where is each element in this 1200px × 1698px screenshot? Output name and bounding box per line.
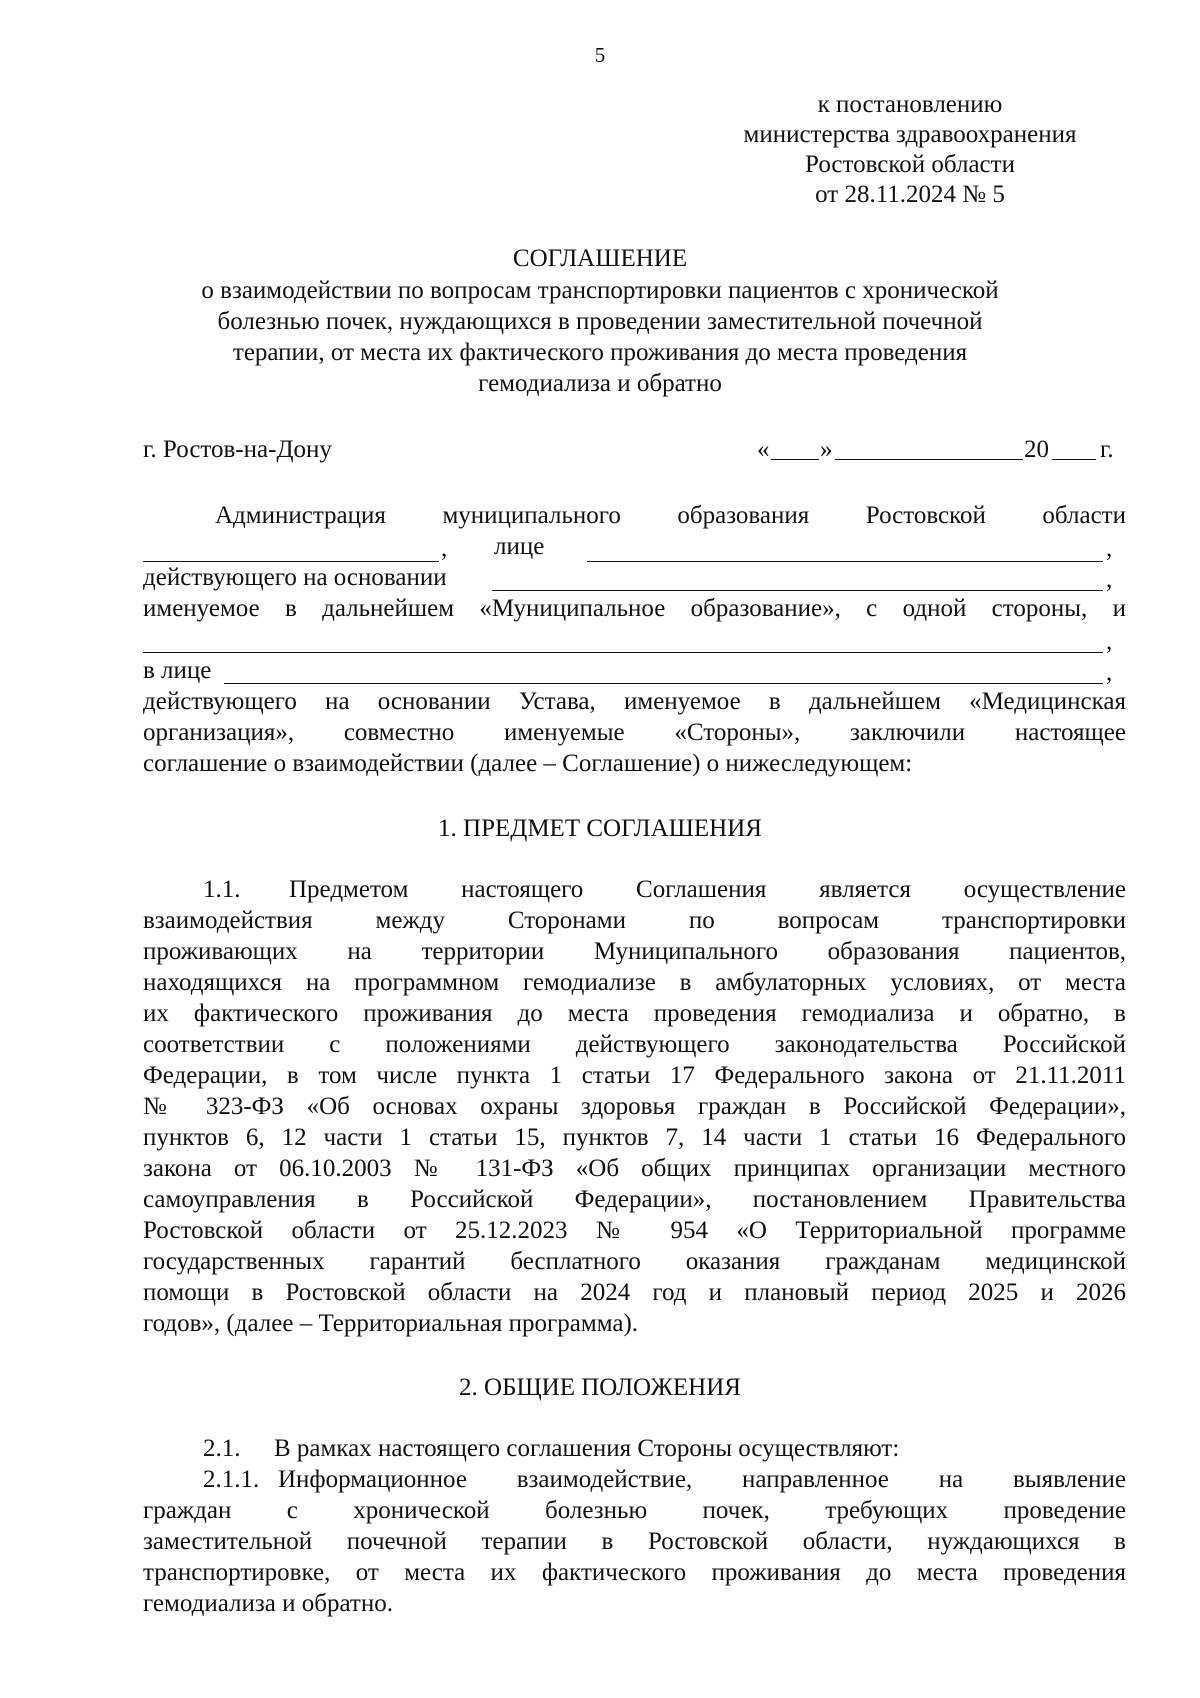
clause-text-line: помощи в Ростовской области на 2024 год и плановый период 2025 и 2026 <box>143 1279 1126 1306</box>
comma: , <box>1106 535 1113 562</box>
page-number: 5 <box>594 43 606 67</box>
subtitle-line: болезнью почек, нуждающихся в проведении заместительной почечной <box>217 308 983 335</box>
blank-line <box>492 590 1103 591</box>
comma: , <box>1106 566 1113 593</box>
section-heading: 1. ПРЕДМЕТ СОГЛАШЕНИЯ <box>438 815 762 842</box>
clause-text-line: гемодиализа и обратно. <box>143 1590 393 1617</box>
clause-text-line: соответствии с положениями действующего законодательства Российской <box>143 1031 1126 1058</box>
header-line: от 28.11.2024 № 5 <box>815 181 1005 208</box>
clause-number: 1.1. <box>203 876 241 903</box>
clause-text-line: Информационное взаимодействие, направленное на выявление <box>278 1466 1126 1493</box>
clause-text-line: Предметом настоящего Соглашения является осуществление <box>289 876 1126 903</box>
clause-text-line: проживающих на территории Муниципального образования пациентов, <box>143 938 1126 965</box>
clause-text-line: заместительной почечной терапии в Ростовской области, нуждающихся в <box>143 1528 1126 1555</box>
preamble-line: именуемое в дальнейшем «Муниципальное образование», с одной стороны, и <box>143 595 1126 622</box>
blank-line <box>587 561 1103 562</box>
clause-text-line: транспортировке, от места их фактического проживания до места проведения <box>143 1559 1126 1586</box>
preamble-line: действующего на основании Устава, именуемое в дальнейшем «Медицинская <box>143 688 1126 715</box>
year-prefix: 20 <box>1024 436 1049 463</box>
clause-text-line: В рамках настоящего соглашения Стороны осуществляют: <box>274 1435 900 1462</box>
clause-text-line: № 323-ФЗ «Об основах охраны здоровья граждан в Российской Федерации», <box>143 1093 1126 1120</box>
subtitle-line: о взаимодействии по вопросам транспортировки пациентов с хронической <box>201 277 999 304</box>
comma: , <box>1106 659 1113 686</box>
clause-text-line: самоуправления в Российской Федерации», постановлением Правительства <box>143 1186 1126 1213</box>
clause-number: 2.1.1. <box>203 1466 260 1493</box>
clause-text-line: пунктов 6, 12 части 1 статьи 15, пунктов 7, 14 части 1 статьи 16 Федерального <box>143 1124 1126 1151</box>
preamble-line: соглашение о взаимодействии (далее – Соглашение) о нижеследующем: <box>143 750 913 777</box>
year-suffix: г. <box>1100 436 1114 463</box>
document-title: СОГЛАШЕНИЕ <box>512 245 688 272</box>
clause-text-line: закона от 06.10.2003 № 131-ФЗ «Об общих принципах организации местного <box>143 1155 1126 1182</box>
blank-line <box>224 683 1103 684</box>
header-line: министерства здравоохранения <box>743 121 1077 148</box>
clause-number: 2.1. <box>203 1435 241 1462</box>
preamble-basis-label: действующего на основании <box>143 564 447 591</box>
blank-line <box>143 652 1103 653</box>
clause-text-line: годов», (далее – Территориальная программа). <box>143 1310 639 1337</box>
year-blank <box>1052 459 1096 460</box>
place-text: г. Ростов-на-Дону <box>143 436 332 463</box>
clause-text-line: граждан с хронической болезнью почек, требующих проведение <box>143 1497 1126 1524</box>
date-open-quote: « <box>757 436 770 463</box>
blank-line <box>143 561 439 562</box>
preamble-line: организация», совместно именуемые «Стороны», заключили настоящее <box>143 719 1126 746</box>
clause-text-line: Федерации, в том числе пункта 1 статьи 17 Федерального закона от 21.11.2011 <box>143 1062 1126 1089</box>
comma: , <box>441 535 448 562</box>
comma: , <box>1106 628 1113 655</box>
header-line: Ростовской области <box>805 151 1015 178</box>
preamble-line: Администрация муниципального образования Ростовской области <box>215 502 1126 529</box>
month-blank <box>835 459 1023 460</box>
day-blank <box>771 459 819 460</box>
clause-text-line: Ростовской области от 25.12.2023 № 954 «О Территориальной программе <box>143 1217 1126 1244</box>
header-line: к постановлению <box>817 91 1003 118</box>
clause-text-line: взаимодействия между Сторонами по вопросам транспортировки <box>143 907 1126 934</box>
preamble-in-person-label: в лице <box>143 657 212 684</box>
section-heading: 2. ОБЩИЕ ПОЛОЖЕНИЯ <box>459 1374 741 1401</box>
clause-text-line: их фактического проживания до места проведения гемодиализа и обратно, в <box>143 1000 1126 1027</box>
clause-text-line: государственных гарантий бесплатного оказания гражданам медицинской <box>143 1248 1126 1275</box>
date-close-quote: » <box>820 436 833 463</box>
subtitle-line: гемодиализа и обратно <box>478 370 722 397</box>
preamble-lice: лице <box>494 533 545 560</box>
clause-text-line: находящихся на программном гемодиализе в амбулаторных условиях, от места <box>143 969 1126 996</box>
header-block <box>700 90 1120 210</box>
subtitle-line: терапии, от места их фактического проживания до места проведения <box>232 339 968 366</box>
